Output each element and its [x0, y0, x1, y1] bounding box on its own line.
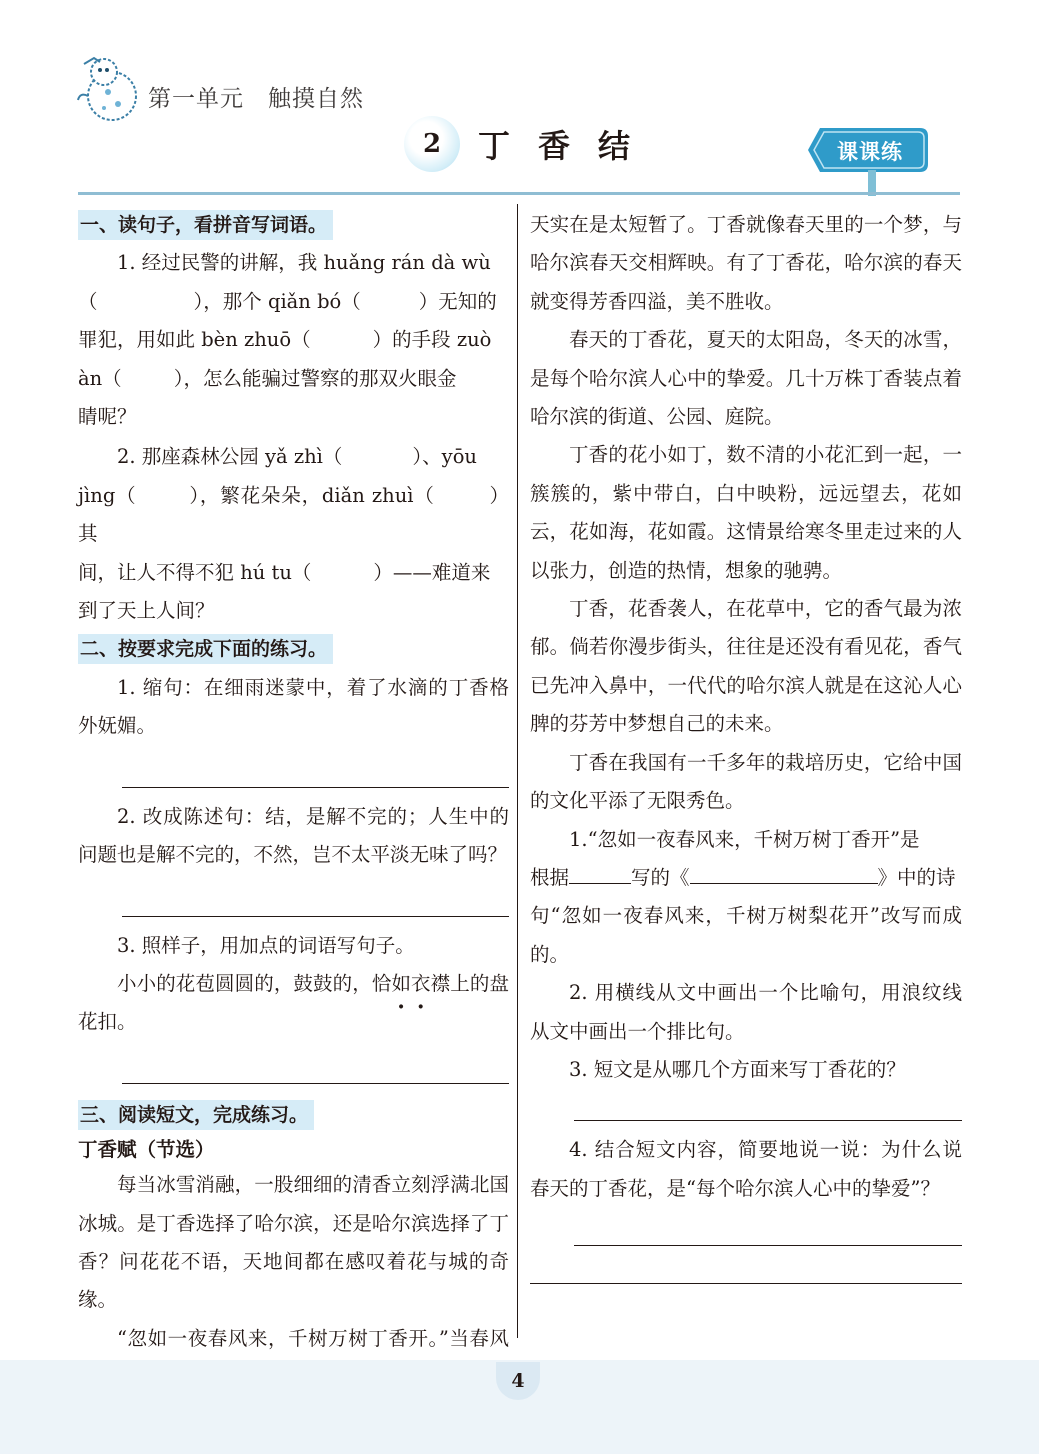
right-column [530, 206, 962, 1284]
article-p2: “忽如一夜春风来，千树万树丁香开。”当春风 [117, 1326, 509, 1350]
poem-title-blank[interactable] [690, 863, 878, 884]
dotted-char: 恰 [371, 971, 392, 995]
section3-title: 三、阅读短文，完成练习。 [78, 1100, 314, 1130]
s1-q1-line4: àn（ ），怎么能骗过警察的那双火眼金 [78, 366, 457, 390]
s1-q1-line2: （ ），那个 qiǎn bó（ ）无知的 [78, 289, 497, 313]
s1-q1-line1: 1. 经过民警的讲解，我 huǎng rán dà wù [117, 251, 491, 275]
s1-q2-line3: 间，让人不得不犯 hú tu（ ）——难道来 [78, 560, 491, 584]
article-title: 丁香赋（节选） [78, 1138, 215, 1162]
author-blank[interactable] [569, 863, 631, 884]
s2-q3: 3. 照样子，用加点的词语写句子。 [117, 933, 415, 957]
column-divider [517, 204, 518, 1338]
section2-title: 二、按要求完成下面的练习。 [78, 634, 333, 664]
s3-q1-line3: 句“忽如一夜春风来，千树万树梨花开”改写而成的。 [530, 904, 962, 966]
s1-q2-line4: 到了天上人间？ [78, 599, 215, 623]
header-rule [78, 192, 960, 195]
s2-q2: 2. 改成陈述句：结，是解不完的；人生中的问题也是解不完的，不然，岂不太平淡无味了吗？ [78, 804, 509, 867]
s3-q4: 4. 结合短文内容，简要地说一说：为什么说春天的丁香花，是“每个哈尔滨人心中的挚爱”？ [530, 1138, 962, 1200]
s3-q3: 3. 短文是从哪几个方面来写丁香花的？ [569, 1057, 906, 1081]
article-p3: 春天的丁香花，夏天的太阳岛，冬天的冰雪，是每个哈尔滨人心中的挚爱。几十万株丁香装点着哈尔滨的街道、公园、庭院。 [530, 328, 962, 429]
s3-q1-line1: 1.“忽如一夜春风来，千树万树丁香开”是 [569, 827, 920, 851]
practice-badge: 课课练 [837, 140, 903, 164]
dotted-char: 如 [391, 971, 412, 995]
lesson-title: 丁香结 [478, 127, 659, 165]
s2-q1: 1. 缩句：在细雨迷蒙中，着了水滴的丁香格外妩媚。 [78, 675, 509, 738]
lesson-number: 2 [404, 116, 460, 172]
section1-title: 一、读句子，看拼音写词语。 [78, 210, 333, 240]
unit-title: 第一单元 触摸自然 [148, 86, 364, 112]
article-p5: 丁香，花香袭人，在花草中，它的香气最为浓郁。倘若你漫步街头，往往是还没有看见花，香气已先冲入鼻中，一代代的哈尔滨人就是在这沁人心脾的芬芳中梦想自己的未来。 [530, 597, 962, 736]
article-p6: 丁香在我国有一千多年的栽培历史，它给中国的文化平添了无限秀色。 [530, 750, 962, 813]
s2-example: 小小的花苞圆圆的，鼓鼓的，恰如衣襟上的盘花扣。 [78, 971, 509, 1034]
s1-q2-line1: 2. 那座森林公园 yǎ zhì（ ）、yōu [117, 445, 477, 469]
page-number: 4 [496, 1362, 540, 1400]
s1-q2-line2: jìng（ ），繁花朵朵，diǎn zhuì（ ）其 [78, 483, 509, 546]
article-p2-continued: 天实在是太短暂了。丁香就像春天里的一个梦，与哈尔滨春天交相辉映。有了丁香花，哈尔滨的春天就变得芳香四溢，美不胜收。 [530, 213, 962, 313]
snowman-mascot-icon [74, 52, 144, 130]
s3-q2: 2. 用横线从文中画出一个比喻句，用浪纹线从文中画出一个排比句。 [530, 981, 962, 1043]
lesson-heading [404, 114, 658, 174]
s3-q1-line2: 根据 写的《 》中的诗 [530, 859, 962, 897]
s3-q4-answer-line-2[interactable] [530, 1282, 962, 1284]
left-column [78, 206, 509, 1435]
s1-q1-line5: 睛呢？ [78, 405, 137, 429]
article-p1: 每当冰雪消融，一股细细的清香立刻浮满北国冰城。是丁香选择了哈尔滨，还是哈尔滨选择了丁香？问花花不语，天地间都在感叹着花与城的奇缘。 [78, 1173, 509, 1312]
s1-q1-line3: 罪犯，用如此 bèn zhuō（ ）的手段 zuò [78, 328, 492, 352]
article-p4: 丁香的花小如丁，数不清的小花汇到一起，一簇簇的，紫中带白，白中映粉，远远望去，花如云，花如海，花如霞。这情景给寒冬里走过来的人以张力，创造的热情，想象的驰骋。 [530, 443, 962, 582]
